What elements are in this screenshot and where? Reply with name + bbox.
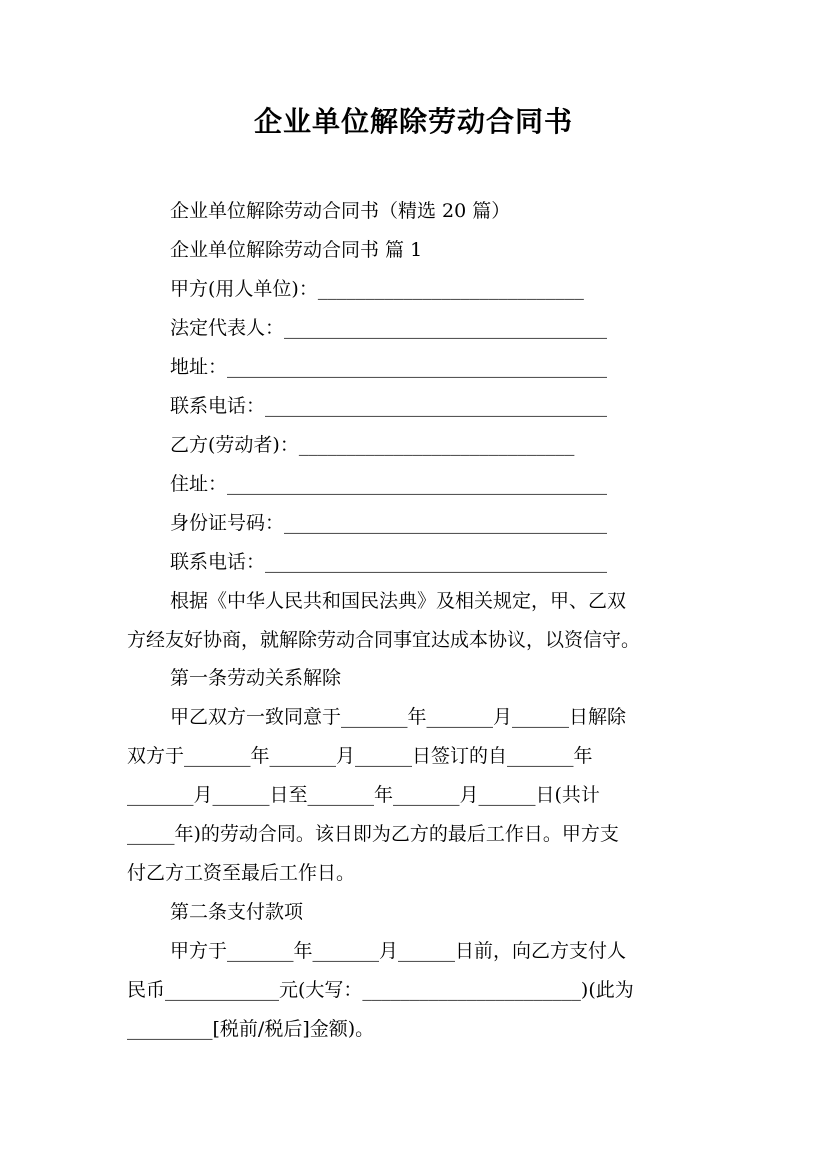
document-subtitle: 企业单位解除劳动合同书（精选 20 篇） xyxy=(170,200,511,222)
section-heading: 企业单位解除劳动合同书 篇 1 xyxy=(170,239,423,261)
article-1-line-4: _____年)的劳动合同。该日即为乙方的最后工作日。甲方支 xyxy=(127,823,619,845)
address-field: 地址：________________________________________ xyxy=(170,356,608,378)
article-2-line-1: 甲方于_______年_______月______日前，向乙方支付人 xyxy=(170,940,627,962)
article-2-line-2: 民币____________元(大写：_______________________)(此为 xyxy=(127,979,634,1001)
legal-representative-field: 法定代表人：__________________________________ xyxy=(170,317,608,339)
phone-b-field: 联系电话：____________________________________ xyxy=(170,551,608,573)
article-2-title: 第二条支付款项 xyxy=(170,901,304,923)
party-a-field: 甲方(用人单位)：____________________________ xyxy=(170,278,584,300)
article-1-line-1: 甲乙双方一致同意于_______年_______月______日解除 xyxy=(170,706,627,728)
phone-a-field: 联系电话：____________________________________ xyxy=(170,395,608,417)
article-1-title: 第一条劳动关系解除 xyxy=(170,667,342,689)
residence-field: 住址：________________________________________ xyxy=(170,473,608,495)
party-b-field: 乙方(劳动者)：_____________________________ xyxy=(170,434,575,456)
article-1-line-3: _______月______日至_______年_______月______日(共计 xyxy=(127,784,600,806)
document-title: 企业单位解除劳动合同书 xyxy=(253,105,573,138)
article-2-line-3: _________[税前/税后]金额)。 xyxy=(127,1018,375,1040)
article-1-line-5: 付乙方工资至最后工作日。 xyxy=(127,862,356,884)
intro-line-2: 方经友好协商，就解除劳动合同事宜达成本协议，以资信守。 xyxy=(127,629,641,651)
intro-line-1: 根据《中华人民共和国民法典》及相关规定，甲、乙双 xyxy=(170,590,627,612)
article-1-line-2: 双方于_______年_______月______日签订的自_______年 xyxy=(127,745,593,767)
id-number-field: 身份证号码：__________________________________ xyxy=(170,512,608,534)
